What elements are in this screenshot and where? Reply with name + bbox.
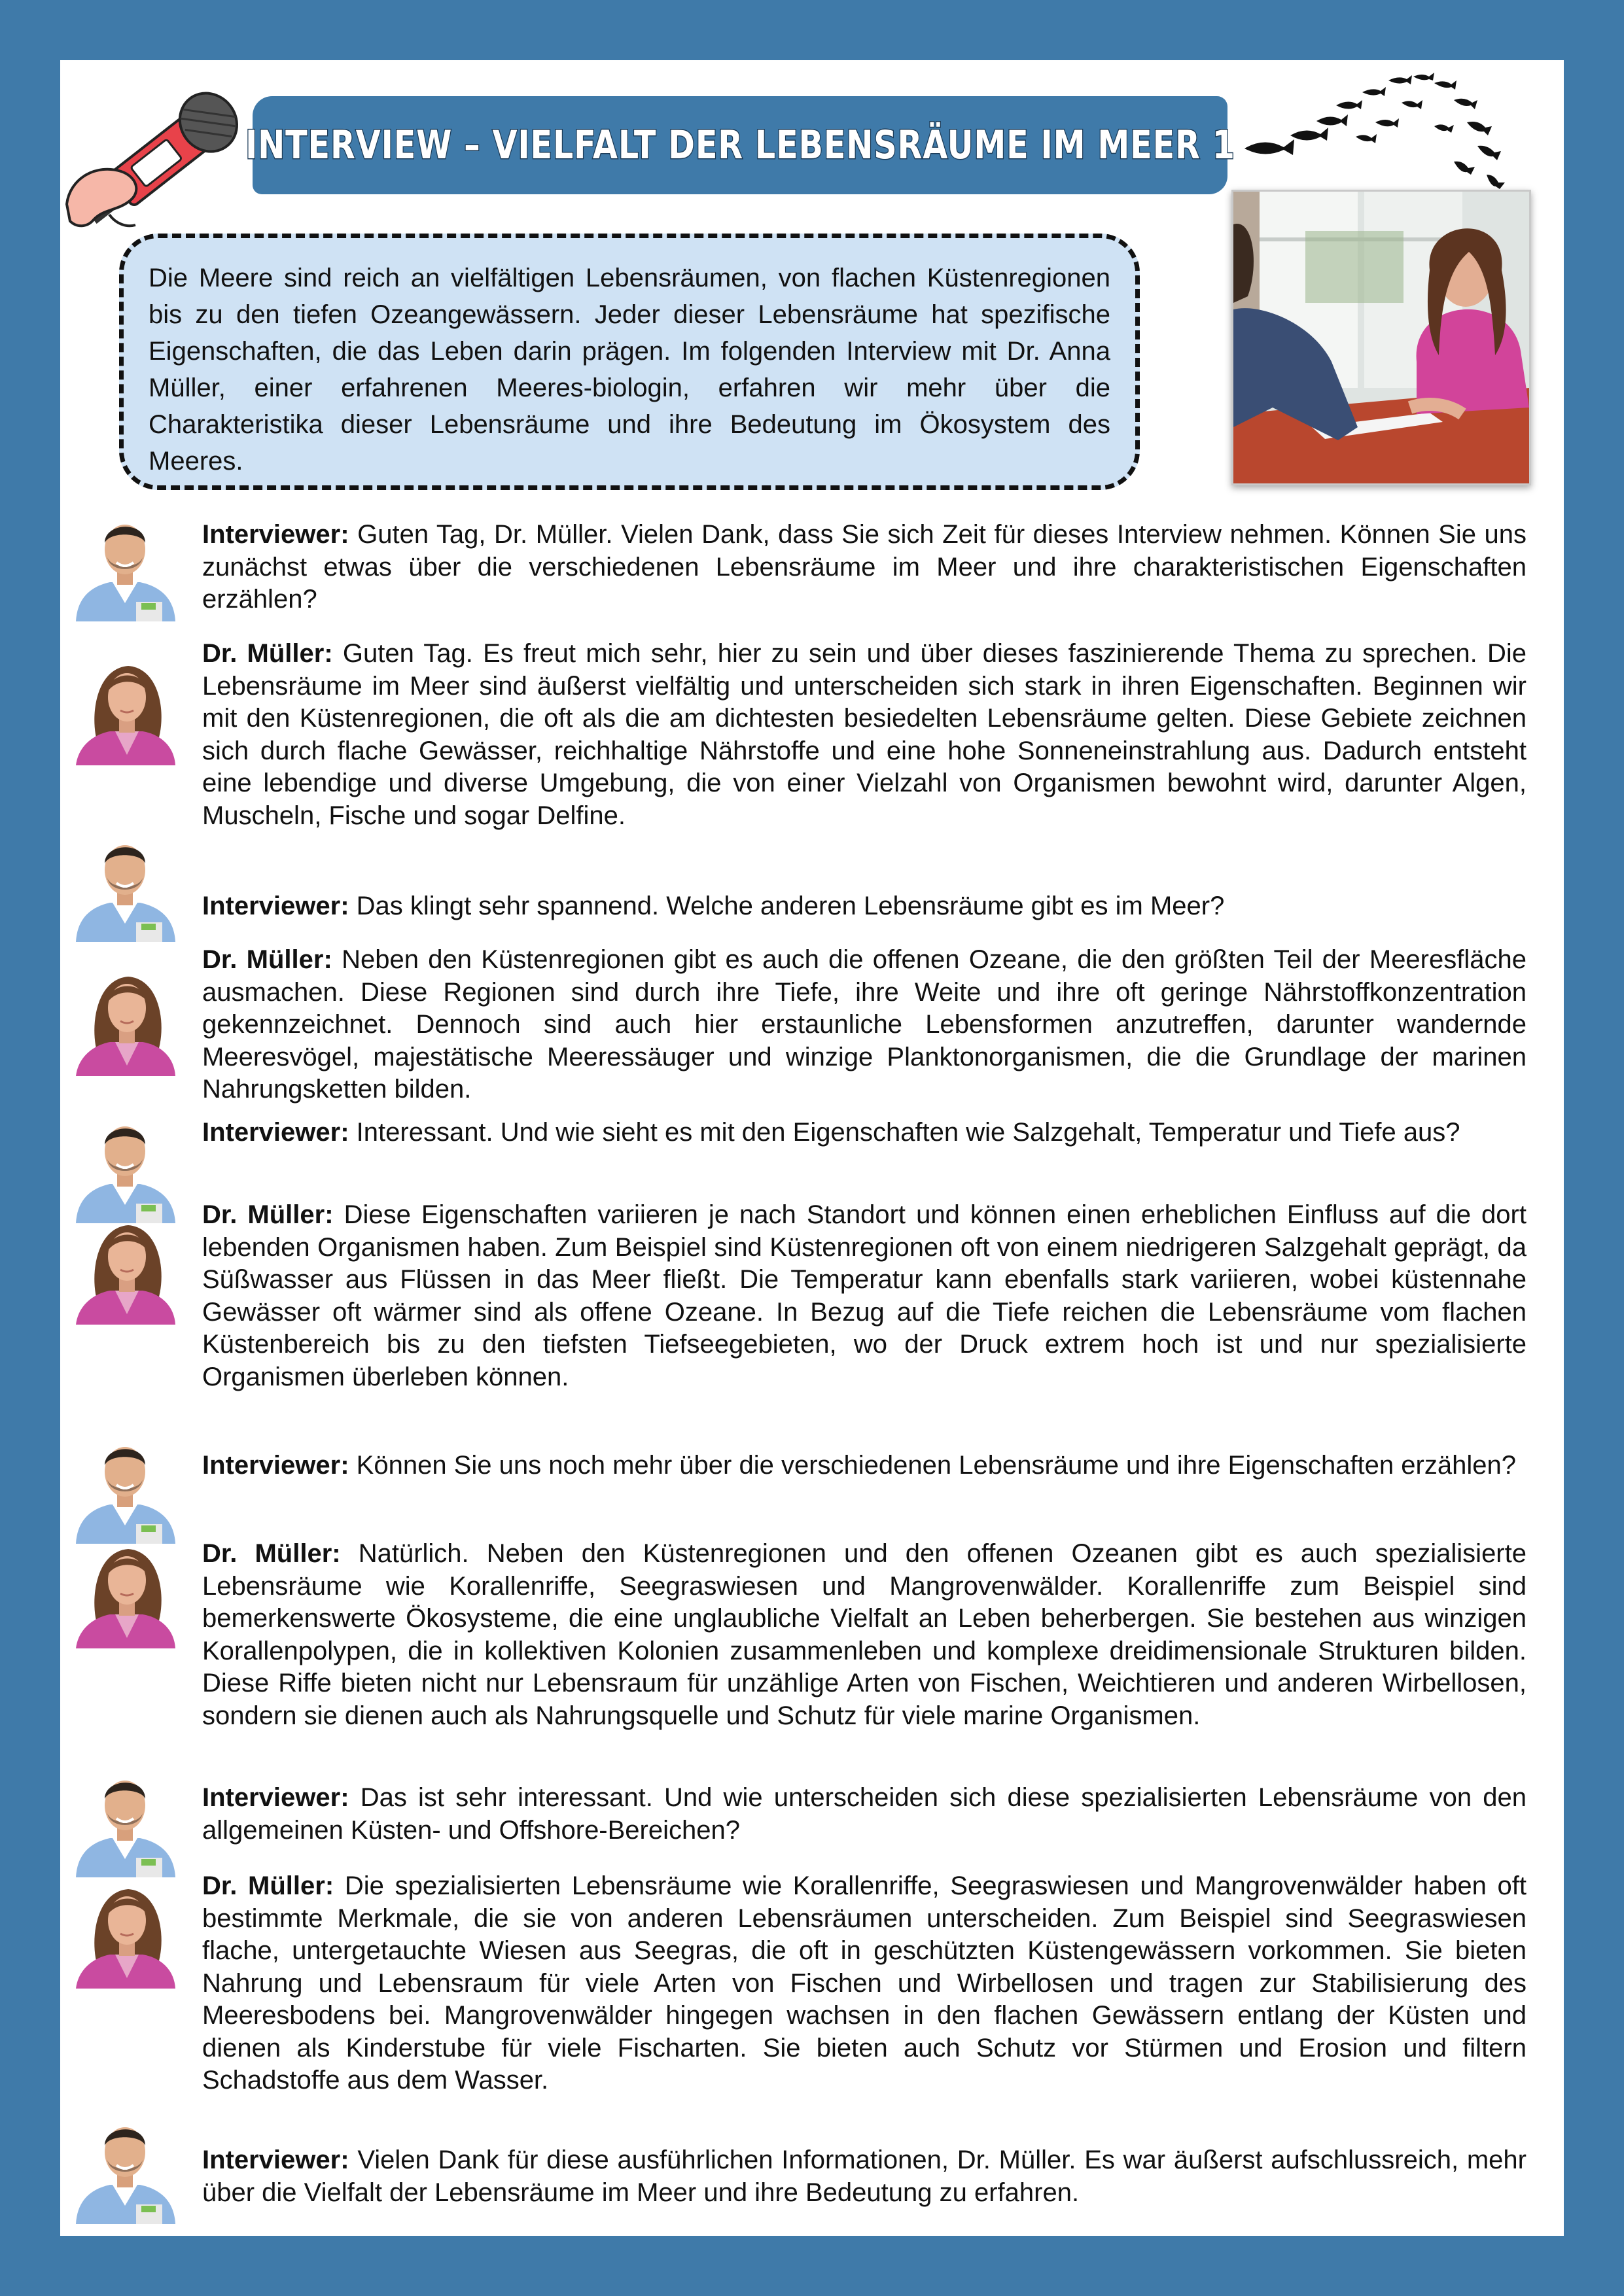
speaker-name: Dr. Müller: — [202, 1539, 341, 1568]
expert-avatar — [69, 1532, 181, 1648]
dialogue-entry — [202, 1538, 1527, 1732]
dialogue-entry — [202, 638, 1527, 832]
dialogue-entry — [202, 519, 1527, 616]
dialogue-entry — [202, 1199, 1527, 1393]
interviewer-avatar — [69, 1761, 181, 1877]
interviewer-avatar — [69, 2108, 181, 2224]
dialogue-entry — [202, 2144, 1527, 2209]
speaker-name: Interviewer: — [202, 520, 349, 549]
expert-avatar — [69, 960, 181, 1076]
speaker-name: Dr. Müller: — [202, 1871, 334, 1900]
intro-box — [119, 234, 1140, 490]
speaker-name: Interviewer: — [202, 1118, 349, 1147]
page-title: INTERVIEW – VIELFALT DER LEBENSRÄUME IM MEER 1 — [245, 122, 1235, 168]
speaker-name: Dr. Müller: — [202, 945, 332, 974]
dialogue-entry — [202, 1870, 1527, 2097]
interviewer-avatar — [69, 505, 181, 621]
speaker-name: Dr. Müller: — [202, 639, 333, 668]
expert-avatar — [69, 1208, 181, 1325]
expert-avatar — [69, 1872, 181, 1989]
dialogue-text: Neben den Küstenregionen gibt es auch die offenen Ozeane, die den größten Teil der Meeresfläche ausmachen. Diese Regionen sind durch ihre Tiefe, ihre Weite und ihre oft geringe Nährstoffkonzentration gekennzeichnet. Dennoch sind auch hier erstaunliche Lebensformen anzutreffen, darunter wandernde Meeresvögel, majestätische Meeressäuger und winzige Planktonorganismen, die die Grundlage der marinen Nahrungsketten bilden. — [202, 945, 1527, 1104]
dialogue-text: Das klingt sehr spannend. Welche anderen Lebensräume gibt es im Meer? — [356, 892, 1225, 920]
dialogue-entry — [202, 1782, 1527, 1847]
dialogue-text: Das ist sehr interessant. Und wie unterscheiden sich diese spezialisierten Lebensräume von den allgemeinen Küsten- und Offshore-Bereichen? — [202, 1783, 1527, 1845]
intro-text: Die Meere sind reich an vielfältigen Lebensräumen, von flachen Küstenregionen bis zu den tiefen Ozeangewässern. Jeder dieser Lebensräume hat spezifische Eigenschaften, die das Leben darin prägen. Im folgenden Interview mit Dr. Anna Müller, einer erfahrenen Meeres-biologin, erfahren wir mehr über die Charakteristika dieser Lebensräume und ihre Bedeutung im Ökosystem des Meeres. — [149, 264, 1110, 476]
dialogue-entry — [202, 1117, 1527, 1149]
speaker-name: Interviewer: — [202, 892, 349, 920]
fish-swarm-icon — [1238, 63, 1513, 194]
speaker-name: Dr. Müller: — [202, 1200, 334, 1229]
dialogue-text: Die spezialisierten Lebensräume wie Korallenriffe, Seegraswiesen und Mangrovenwälder haben oft bestimmte Merkmale, die sie von anderen Lebensräumen unterscheiden. Zum Beispiel sind Seegraswiesen flache, untergetauchte Wiesen aus Seegras, die oft in geschützten Küstengewässern vorkommen. Sie bieten Nahrung und Lebensraum für viele Arten von Fischen und Wirbellosen und tragen zur Stabilisierung des Meeresbodens bei. Mangrovenwälder hingegen wachsen in den flachen Gewässern entlang der Küsten und dienen als Kinderstube für viele Fischarten. Sie bieten auch Schutz vor Stürmen und Erosion und filtern Schadstoffe aus dem Wasser. — [202, 1871, 1527, 2095]
dialogue-text: Können Sie uns noch mehr über die verschiedenen Lebensräume und ihre Eigenschaften erzählen? — [356, 1451, 1516, 1480]
dialogue-text: Guten Tag. Es freut mich sehr, hier zu sein und über dieses faszinierende Thema zu sprechen. Die Lebensräume im Meer sind äußerst vielfältig und unterscheiden sich stark in ihren Eigenschaften. Beginnen wir mit den Küstenregionen, die oft als die am dichtesten besiedelten Lebensräume gelten. Diese Gebiete zeichnen sich durch flache Gewässer, reichhaltige Nährstoffe und eine hohe Sonneneinstrahlung aus. Dadurch entsteht eine lebendige und diverse Umgebung, die von einer Vielzahl von Organismen bewohnt wird, darunter Algen, Muscheln, Fische und sogar Delfine. — [202, 639, 1527, 830]
interviewer-avatar — [69, 1427, 181, 1544]
speaker-name: Interviewer: — [202, 1451, 349, 1480]
dialogue-text: Diese Eigenschaften variieren je nach Standort und können einen erheblichen Einfluss auf die dort lebenden Organismen haben. Zum Beispiel sind Küstenregionen oft von einem niedrigeren Salzgehalt geprägt, da Süßwasser aus Flüssen in das Meer fließt. Die Temperatur kann ebenfalls stark variieren, wobei küstennahe Gewässer oft wärmer sind als offene Ozeane. In Bezug auf die Tiefe reichen die Lebensräume vom flachen Küstenbereich bis zu den tiefsten Tiefseegebieten, wo der Druck extrem hoch ist und nur spezialisierte Organismen überleben können. — [202, 1200, 1527, 1391]
dialogue-entry — [202, 1450, 1527, 1482]
expert-avatar — [69, 649, 181, 765]
title-banner — [245, 96, 1235, 194]
microphone-icon — [63, 80, 240, 243]
interview-photo — [1231, 190, 1531, 485]
dialogue-text: Natürlich. Neben den Küstenregionen und den offenen Ozeanen gibt es auch spezialisierte Lebensräume wie Korallenriffe, Seegraswiesen und Mangrovenwälder. Korallenriffe zum Beispiel sind bemerkenswerte Ökosysteme, die eine unglaubliche Vielfalt an Leben beherbergen. Sie bestehen aus winzigen Korallenpolypen, die in kollektiven Kolonien zusammenleben und komplexe dreidimensionale Strukturen bilden. Diese Riffe bieten nicht nur Lebensraum für unzählige Arten von Fischen, Weichtieren und anderen Wirbellosen, sondern sie dienen auch als Nahrungsquelle und Schutz für viele marine Organismen. — [202, 1539, 1527, 1730]
dialogue-text: Interessant. Und wie sieht es mit den Eigenschaften wie Salzgehalt, Temperatur und Tiefe aus? — [356, 1118, 1460, 1147]
interviewer-avatar — [69, 1107, 181, 1223]
dialogue-text: Vielen Dank für diese ausführlichen Informationen, Dr. Müller. Es war äußerst aufschlussreich, mehr über die Vielfalt der Lebensräume im Meer und ihre Bedeutung zu erfahren. — [202, 2146, 1527, 2207]
worksheet-page — [60, 60, 1564, 2236]
speaker-name: Interviewer: — [202, 2146, 349, 2174]
speaker-name: Interviewer: — [202, 1783, 349, 1812]
dialogue-entry — [202, 890, 1527, 923]
interviewer-avatar — [69, 826, 181, 942]
dialogue-text: Guten Tag, Dr. Müller. Vielen Dank, dass Sie sich Zeit für dieses Interview nehmen. Können Sie uns zunächst etwas über die verschiedenen Lebensräume im Meer und ihre charakteristischen Eigenschaften erzählen? — [202, 520, 1527, 614]
dialogue-entry — [202, 944, 1527, 1106]
